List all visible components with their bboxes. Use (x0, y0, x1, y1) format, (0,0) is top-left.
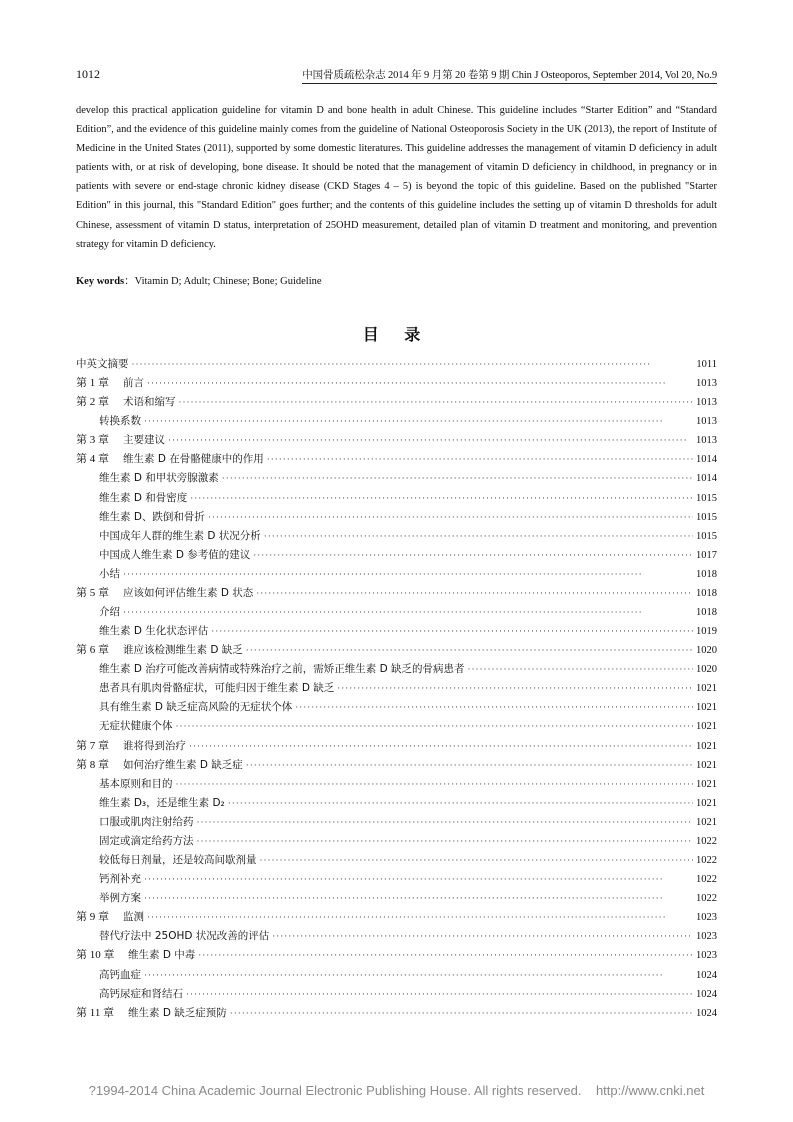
dot-leader (272, 927, 693, 946)
toc-entry-title: 举例方案 (99, 892, 141, 905)
toc-entry[interactable] (76, 546, 717, 565)
toc-entry[interactable] (76, 622, 717, 641)
footer (0, 1083, 793, 1098)
dot-leader (176, 717, 694, 736)
abstract-text: develop this practical application guideline for vitamin D and bone health in adult Chinese. This guideline includes “Starter Edition” and “Standard Edition”, and the evidence of this guideline mainly comes from the guideline of National Osteoporosis Society in the UK (2013), the report of Institute of Medicine in the United States (2011), supported by some domestic literatures. This guideline addresses the management of vitamin D deficiency in adult patients with, or at risk of developing, bone disease. It should be noted that the management of vitamin D deficiency in childhood, in pregnancy or in patients with severe or end-stage chronic kidney disease (CKD Stages 4 – 5) is beyond the topic of this guideline. Based on the published "Starter Edition" in this journal, this "Standard Edition" goes further; and the contents of this guideline includes the setting up of vitamin D thresholds for adult Chinese, assessment of vitamin D status, interpretation of 25OHD measurement, detailed plan of vitamin D treatment and monitoring, and prevention strategy for vitamin D deficiency. (76, 105, 717, 250)
toc-page-number: 1015 (696, 492, 717, 504)
toc-page-number: 1011 (696, 359, 717, 370)
toc-entry[interactable] (76, 641, 717, 660)
dot-leader (228, 794, 693, 813)
toc-entry[interactable] (76, 412, 717, 431)
dot-leader (176, 775, 694, 794)
keywords-label: Key words (76, 276, 125, 287)
toc-entry-title: 前言 (123, 377, 144, 390)
toc-chapter-label: 第 5 章 (76, 586, 109, 599)
toc-page-number: 1013 (696, 435, 717, 447)
dot-leader (337, 679, 693, 698)
toc-chapter-label: 第 6 章 (76, 644, 109, 657)
toc-chapter-label: 第 9 章 (76, 911, 109, 924)
toc-entry[interactable] (76, 966, 717, 985)
toc-entry-title: 维生素 D 生化状态评估 (99, 625, 209, 638)
dot-leader (246, 641, 693, 660)
dot-leader (144, 966, 693, 985)
toc-entry[interactable] (76, 794, 717, 813)
toc-entry-title: 中国成人维生素 D 参考值的建议 (99, 548, 251, 561)
toc-page-number: 1015 (696, 511, 717, 523)
toc-page-number: 1024 (696, 1007, 717, 1019)
dot-leader (468, 660, 693, 679)
dot-leader (168, 431, 693, 450)
toc-entry-title: 基本原则和目的 (99, 777, 173, 790)
toc-chapter-label: 第 2 章 (76, 396, 109, 409)
toc-entry[interactable] (76, 679, 717, 698)
toc-page-number: 1013 (696, 416, 717, 428)
toc-page-number: 1018 (696, 587, 717, 599)
running-head: 中国骨质疏松杂志 2014 年 9 月第 20 卷第 9 期 Chin J Osteoporos, September 2014, Vol 20, No.9 (302, 67, 717, 84)
dot-leader (197, 832, 694, 851)
toc-entry[interactable] (76, 431, 717, 450)
toc-chapter-label: 第 4 章 (76, 453, 109, 466)
table-of-contents (76, 355, 717, 1023)
toc-entry[interactable] (76, 717, 717, 736)
toc-entry-title: 谁应该检测维生素 D 缺乏 (123, 644, 243, 657)
dot-leader (190, 489, 693, 508)
toc-page-number: 1023 (696, 931, 717, 943)
dot-leader (230, 1004, 693, 1023)
toc-entry-title: 高钙血症 (99, 968, 141, 981)
toc-entry[interactable] (76, 450, 717, 469)
toc-entry[interactable] (76, 527, 717, 546)
dot-leader (208, 508, 693, 527)
toc-chapter-label: 第 10 章 (76, 949, 115, 962)
toc-page-number: 1021 (696, 740, 717, 752)
dot-leader (198, 946, 693, 965)
toc-chapter-label: 第 1 章 (76, 377, 109, 390)
toc-entry[interactable] (76, 603, 717, 622)
dot-leader (260, 851, 694, 870)
toc-page-number: 1017 (696, 549, 717, 561)
toc-page-number: 1023 (696, 912, 717, 924)
toc-entry[interactable] (76, 832, 717, 851)
toc-entry-title: 维生素 D 和骨密度 (99, 491, 188, 504)
toc-page-number: 1018 (696, 568, 717, 580)
toc-entry[interactable] (76, 469, 717, 488)
toc-page-number: 1018 (696, 607, 717, 619)
toc-page-number: 1021 (696, 797, 717, 809)
dot-leader (123, 565, 693, 584)
toc-entry-title: 中英文摘要 (76, 358, 129, 370)
dot-leader (267, 450, 693, 469)
toc-entry[interactable] (76, 584, 717, 603)
toc-entry-title: 术语和缩写 (123, 396, 176, 409)
copyright-text: ?1994-2014 China Academic Journal Electronic Publishing House. All rights reserved. (88, 1083, 582, 1098)
toc-entry[interactable] (76, 927, 717, 946)
toc-entry-title: 中国成年人群的维生素 D 状况分析 (99, 529, 261, 542)
toc-entry-title: 谁将得到治疗 (123, 739, 186, 752)
dot-leader (189, 737, 693, 756)
toc-entry[interactable] (76, 813, 717, 832)
dot-leader (144, 889, 693, 908)
toc-entry-title: 小结 (99, 567, 120, 580)
toc-entry[interactable] (76, 985, 717, 1004)
toc-entry-title: 无症状健康个体 (99, 720, 173, 733)
toc-entry[interactable] (76, 489, 717, 508)
toc-entry-title: 转换系数 (99, 415, 141, 428)
toc-entry-title: 监测 (123, 911, 144, 924)
dot-leader (211, 622, 693, 641)
dot-leader (295, 698, 693, 717)
toc-entry[interactable] (76, 737, 717, 756)
toc-entry-title: 较低每日剂量，还是较高间歇剂量 (99, 854, 257, 867)
toc-entry-title: 口服或肌肉注射给药 (99, 815, 194, 828)
dot-leader (147, 374, 693, 393)
toc-page-number: 1021 (696, 816, 717, 828)
toc-entry-title: 钙剂补充 (99, 873, 141, 886)
toc-entry-title: 应该如何评估维生素 D 状态 (123, 586, 254, 599)
dot-leader (264, 527, 693, 546)
toc-entry-title: 如何治疗维生素 D 缺乏症 (123, 758, 243, 771)
dot-leader (147, 908, 693, 927)
footer-link[interactable]: http://www.cnki.net (595, 1083, 705, 1098)
toc-page-number: 1020 (696, 664, 717, 676)
page-number: 1012 (76, 67, 100, 81)
toc-entry[interactable] (76, 1004, 717, 1023)
toc-page-number: 1019 (696, 626, 717, 638)
toc-entry-title: 维生素 D 在骨骼健康中的作用 (123, 453, 264, 466)
toc-title: 目 录 (362, 325, 431, 344)
keywords (76, 273, 322, 288)
dot-leader (246, 756, 693, 775)
toc-entry-title: 介绍 (99, 606, 120, 619)
keywords-text: ：Vitamin D; Adult; Chinese; Bone; Guideline (124, 276, 322, 287)
toc-page-number: 1013 (696, 397, 717, 409)
toc-page-number: 1021 (696, 759, 717, 771)
dot-leader (132, 355, 694, 374)
toc-entry[interactable] (76, 660, 717, 679)
toc-entry-title: 固定或滴定给药方法 (99, 834, 194, 847)
dot-leader (197, 813, 694, 832)
toc-entry[interactable] (76, 946, 717, 965)
toc-page-number: 1013 (696, 378, 717, 390)
dot-leader (123, 603, 693, 622)
toc-entry-title: 维生素 D₃，还是维生素 D₂ (99, 796, 225, 809)
toc-page-number: 1023 (696, 950, 717, 962)
toc-entry[interactable] (76, 374, 717, 393)
toc-page-number: 1021 (696, 702, 717, 714)
toc-entry[interactable] (76, 756, 717, 775)
toc-chapter-label: 第 7 章 (76, 739, 109, 752)
toc-entry[interactable] (76, 908, 717, 927)
toc-page-number: 1024 (696, 969, 717, 981)
dot-leader (179, 393, 694, 412)
toc-page-number: 1022 (696, 893, 717, 905)
toc-chapter-label: 第 11 章 (76, 1006, 115, 1019)
dot-leader (186, 985, 693, 1004)
toc-entry[interactable] (76, 889, 717, 908)
toc-page-number: 1024 (696, 988, 717, 1000)
toc-page-number: 1021 (696, 778, 717, 790)
toc-entry[interactable] (76, 508, 717, 527)
toc-entry-title: 替代疗法中 25OHD 状况改善的评估 (99, 930, 270, 943)
toc-entry[interactable] (76, 870, 717, 889)
dot-leader (144, 870, 693, 889)
toc-entry-title: 维生素 D、跌倒和骨折 (99, 510, 205, 523)
toc-entry-title: 维生素 D 和甲状旁腺激素 (99, 472, 219, 485)
toc-page-number: 1022 (696, 874, 717, 886)
toc-entry[interactable] (76, 698, 717, 717)
toc-chapter-label: 第 3 章 (76, 434, 109, 447)
toc-entry-title: 维生素 D 中毒 (128, 949, 196, 962)
toc-page-number: 1014 (696, 473, 717, 485)
dot-leader (253, 546, 693, 565)
toc-chapter-label: 第 8 章 (76, 758, 109, 771)
toc-entry[interactable] (76, 355, 717, 374)
dot-leader (222, 469, 693, 488)
toc-entry-title: 维生素 D 治疗可能改善病情或特殊治疗之前，需矫正维生素 D 缺乏的骨病患者 (99, 663, 465, 676)
toc-page-number: 1014 (696, 454, 717, 466)
toc-entry[interactable] (76, 565, 717, 584)
dot-leader (256, 584, 693, 603)
toc-page-number: 1021 (696, 683, 717, 695)
toc-page-number: 1015 (696, 530, 717, 542)
toc-entry[interactable] (76, 775, 717, 794)
toc-entry-title: 患者具有肌肉骨骼症状，可能归因于维生素 D 缺乏 (99, 682, 335, 695)
toc-entry-title: 高钙尿症和肾结石 (99, 987, 183, 1000)
toc-entry-title: 主要建议 (123, 434, 165, 447)
toc-page-number: 1020 (696, 645, 717, 657)
english-abstract (76, 101, 717, 254)
toc-entry-title: 维生素 D 缺乏症预防 (128, 1006, 227, 1019)
toc-page-number: 1022 (696, 855, 717, 867)
toc-page-number: 1021 (696, 721, 717, 733)
toc-entry-title: 具有维生素 D 缺乏症高风险的无症状个体 (99, 701, 293, 714)
dot-leader (144, 412, 693, 431)
toc-entry[interactable] (76, 851, 717, 870)
toc-page-number: 1022 (696, 835, 717, 847)
toc-entry[interactable] (76, 393, 717, 412)
